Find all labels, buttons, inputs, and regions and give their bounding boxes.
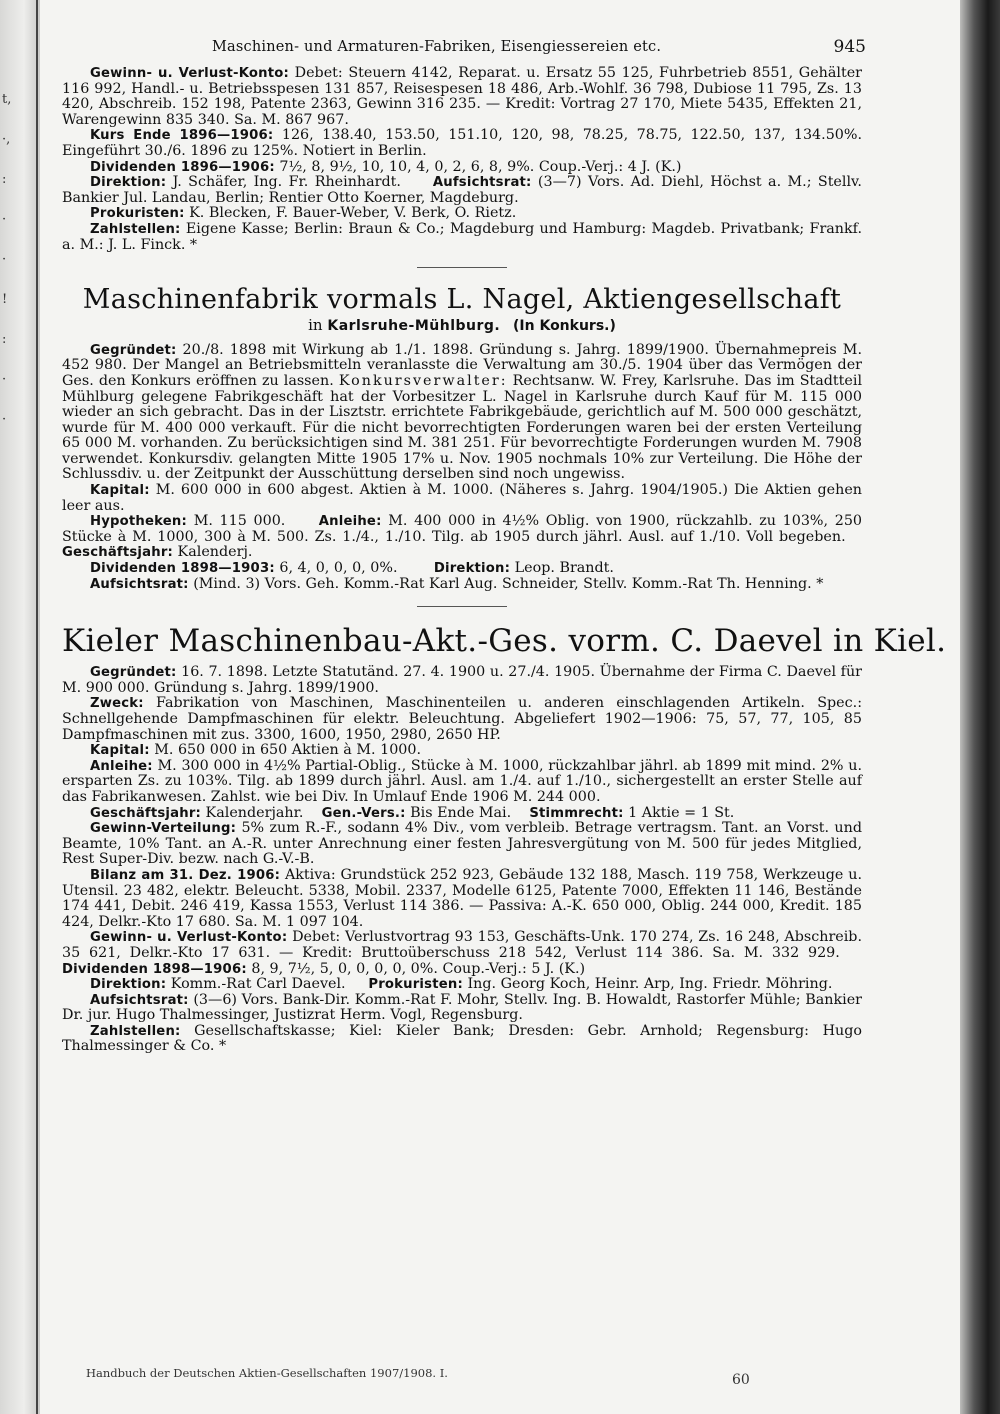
- entry-text: Rechtsanw. W. Frey, Karlsruhe. Das im Stadtteil Mühlburg gelegene Fabrikgeschäft hat der Vorbesitzer L. Nagel in Karlsruhe durch Kauf für M. 115 000 wieder an sich gebracht. Das in der Lisztstr. errichtete Fabrikgebäude, gerichtlich auf M. 500 000 geschätzt, wurde für M. 400 000 verkauft. Für die nicht bevorrechtigten Forderungen waren bei der ersten Verteilung 65 000 M. vorhanden. Zu berücksichtigen sind M. 381 251. Für bevorrechtigte Forderungen wurden M. 7908 verwendet. Konkursdiv. gelangten Mitte 1905 17% u. Nov. 1905 nochmals 10% zur Verteilung. Die Höhe der Schlussdiv. u. der Zeitpunkt der Ausschüttung derselben sind noch ungewiss.: [62, 372, 863, 483]
- entry-label: Gewinn- u. Verlust-Konto:: [90, 930, 288, 946]
- entry-label: Prokuristen:: [90, 206, 185, 222]
- entry-aufsichtsrat: [62, 993, 862, 1024]
- entry-label: Aufsichtsrat:: [90, 992, 189, 1008]
- entry-text: Komm.-Rat Carl Daevel.: [170, 976, 346, 993]
- entry-kapital: [62, 483, 862, 514]
- entry-gegruendet: [62, 343, 862, 483]
- entry-text: Eigene Kasse; Berlin: Braun & Co.; Magdeburg und Hamburg: Magdeb. Privatbank; Frankf. a. M.: J. L. Finck. *: [62, 220, 862, 253]
- entry-label: Zweck:: [90, 696, 144, 712]
- entry-text: 5% zum R.-F., sodann 4% Div., vom verbleib. Betrage vertragsm. Tant. an Vorst. und Beamte, 10% Tant. an A.-R. unter Anrechnung einer festen Jahresvergütung von M. 500 für jedes Mitglied, Rest Super-Div. bezw. nach G.-V.-B.: [62, 820, 863, 868]
- entry-zahlstellen: [62, 1024, 862, 1055]
- entry-text: Aktiva: Grundstück 252 923, Gebäude 132 188, Masch. 119 758, Werkzeuge u. Utensil. 23 482, elektr. Beleucht. 5338, Mobil. 2337, Modelle 6125, Patente 7000, Effekten 11 146, Bestände 174 441, Debit. 246 419, Kassa 1553, Verlust 114 386. — Passiva: A.-K. 650 000, Oblig. 244 000, Kredit. 185 424, Delkr.-Kto 17 680. Sa. M. 1 097 104.: [62, 866, 863, 930]
- entry-gewinn-verlust: [62, 930, 862, 977]
- entry-text: Debet: Verlustvortrag 93 153, Geschäfts-Unk. 170 274, Zs. 16 248, Abschreib. 35 621, Delkr.-Kto 17 631. — Kredit: Bruttoüberschuss 218 542, Verlust 114 386. Sa. M. 332 929.: [62, 929, 863, 961]
- entry-gewinn-verlust: [62, 66, 862, 128]
- entry-gegruendet: [62, 665, 862, 696]
- entry-text: 20./8. 1898 mit Wirkung ab 1./1. 1898. Gründung s. Jahrg. 1899/1900. Übernahmepreis M. 452 980. Der Mangel an Betriebsmitteln veranlasste die Verwaltung am 30./5. 1904 über das Vermögen der Ges. den Konkurs eröffnen zu lassen.: [62, 341, 862, 389]
- entry-anleihe: [62, 759, 862, 806]
- page-footer: [86, 1366, 766, 1388]
- margin-mark: ·,: [2, 132, 11, 147]
- document-page: [62, 30, 947, 1055]
- company-location: Karlsruhe-Mühlburg.: [327, 318, 501, 335]
- entry-text: (3—7) Vors. Ad. Diehl, Höchst a. M.; Stellv. Bankier Jul. Landau, Berlin; Rentier Otto Koerner, Magdeburg.: [62, 174, 862, 206]
- entry-zweck: [62, 696, 862, 743]
- section-previous-company: [62, 66, 862, 253]
- entry-label: Gewinn-Verteilung:: [90, 821, 237, 837]
- entry-dividenden: [62, 160, 862, 176]
- entry-label: Gegründet:: [90, 665, 177, 681]
- entry-bilanz: [62, 868, 862, 930]
- page-number: 945: [833, 37, 866, 57]
- running-head-title: Maschinen- und Armaturen-Fabriken, Eisengiessereien etc.: [212, 39, 662, 55]
- entry-hypotheken-anleihe: [62, 514, 862, 561]
- margin-mark: t,: [2, 92, 12, 107]
- entry-label: Direktion:: [90, 977, 167, 993]
- entry-text: Fabrikation von Maschinen, Maschinenteilen u. anderen einschlagenden Artikeln. Spec.: Schnellgehende Dampfmaschinen für elektr. Beleuchtung. Abgeliefert 1902—1906: 75, 57, 77, 105, 85 Dampfmaschinen mit zus. 3300, 1600, 1950, 2980, 2650 HP.: [62, 695, 863, 743]
- entry-label: Dividenden 1898—1903:: [90, 561, 275, 577]
- entry-prokuristen: [62, 206, 862, 222]
- entry-text: M. 600 000 in 600 abgest. Aktien à M. 1000. (Näheres s. Jahrg. 1904/1905.) Die Aktien gehen leer aus.: [62, 482, 862, 514]
- entry-text: Kalenderjahr.: [205, 804, 304, 821]
- entry-label: Kapital:: [90, 483, 150, 499]
- margin-mark: !: [2, 292, 8, 307]
- entry-label: Hypotheken:: [90, 514, 187, 530]
- margin-mark: ·: [2, 372, 7, 387]
- entry-label: Prokuristen:: [368, 977, 463, 993]
- entry-label: Aufsichtsrat:: [90, 576, 189, 592]
- entry-direktion-aufsichtsrat: [62, 175, 862, 206]
- entry-label: Kapital:: [90, 743, 150, 759]
- entry-text: 8, 9, 7½, 5, 0, 0, 0, 0, 0%. Coup.-Verj.: 5 J. (K.): [251, 960, 586, 977]
- entry-label: Gewinn- u. Verlust-Konto:: [90, 66, 289, 81]
- entry-text: Ing. Georg Koch, Heinr. Arp, Ing. Friedr. Möhring.: [467, 976, 833, 993]
- entry-geschaeftsjahr: [62, 806, 862, 822]
- entry-label: Anleihe:: [90, 758, 153, 774]
- entry-label: Aufsichtsrat:: [432, 175, 532, 191]
- entry-text: 16. 7. 1898. Letzte Statutänd. 27. 4. 1900 u. 27./4. 1905. Übernahme der Firma C. Daevel für M. 900 000. Gründung s. Jahrg. 1899/1900.: [62, 664, 862, 696]
- entry-dividenden-direktion: [62, 561, 862, 577]
- margin-mark: ·: [2, 412, 7, 427]
- section-divider: [417, 606, 507, 607]
- company-in: in: [308, 316, 323, 335]
- entry-label: Geschäftsjahr:: [90, 805, 201, 821]
- margin-mark: :: [2, 172, 7, 187]
- entry-label: Geschäftsjahr:: [62, 545, 173, 561]
- scan-right-edge: [960, 0, 1000, 1414]
- left-margin-rule: [36, 0, 38, 1414]
- section-nagel: [62, 284, 862, 592]
- footer-sheet-number: 60: [732, 1372, 750, 1388]
- margin-mark: ·: [2, 212, 7, 227]
- running-head: [62, 30, 866, 66]
- entry-text: K. Blecken, F. Bauer-Weber, V. Berk, O. Rietz.: [189, 205, 517, 222]
- entry-text: M. 300 000 in 4½% Partial-Oblig., Stücke à M. 1000, rückzahlbar jährl. ab 1899 mit mind. 2% u. ersparten Zs. zu 103%. Tilg. ab 1899 durch jährl. Ausl. am 1./4. auf 1./10., sichergestellt an erster Stelle auf das Fabrikanwesen. Zahlst. wie bei Div. In Umlauf Ende 1906 M. 244 000.: [62, 757, 862, 805]
- margin-marks: [2, 80, 16, 440]
- company-location-line: [62, 318, 862, 335]
- entry-text: 6, 4, 0, 0, 0, 0%.: [279, 560, 398, 577]
- company-title: Maschinenfabrik vormals L. Nagel, Aktiengesellschaft: [82, 284, 842, 316]
- entry-text: Kalenderj.: [177, 544, 253, 561]
- entry-aufsichtsrat: [62, 577, 862, 593]
- entry-gewinn-verteilung: [62, 821, 862, 868]
- entry-direktion-prokuristen: [62, 977, 862, 993]
- entry-label: Direktion:: [433, 561, 511, 577]
- entry-text: M. 115 000.: [193, 513, 286, 530]
- entry-text: (Mind. 3) Vors. Geh. Komm.-Rat Karl Aug. Schneider, Stellv. Komm.-Rat Th. Henning. *: [193, 575, 824, 592]
- entry-label: Zahlstellen:: [90, 1023, 181, 1039]
- entry-label: Zahlstellen:: [90, 221, 181, 237]
- section-daevel: [62, 623, 947, 1055]
- entry-label: Dividenden 1896—1906:: [90, 159, 275, 175]
- entry-label: Gegründet:: [90, 342, 177, 358]
- margin-mark: ·: [2, 252, 7, 267]
- entry-text: Debet: Steuern 4142, Reparat. u. Ersatz 55 125, Fuhrbetrieb 8551, Gehälter 116 992, Handl.- u. Betriebsspesen 131 857, Reisespesen 18 486, Arb.-Wohlf. 36 798, Dubiose 11 795, Zs. 13 420, Abschreib. 152 198, Patente 2363, Gewinn 316 235. — Kredit: Vortrag 27 170, Miete 5435, Effekten 21, Warengewinn 835 340. Sa. M. 867 967.: [62, 65, 863, 128]
- entry-kapital: [62, 743, 862, 759]
- entry-spaced-label: Konkursverwalter:: [338, 372, 508, 389]
- footer-text: Handbuch der Deutschen Aktien-Gesellschaften 1907/1908. I.: [86, 1366, 448, 1380]
- entry-label: Anleihe:: [318, 514, 382, 530]
- entry-text: (3—6) Vors. Bank-Dir. Komm.-Rat F. Mohr, Stellv. Ing. B. Howaldt, Rastorfer Mühle; Bankier Dr. jur. Hugo Thalmessinger, Justizrat Herm. Vogl, Regensburg.: [62, 991, 862, 1024]
- entry-text: 7½, 8, 9½, 10, 10, 4, 0, 2, 6, 8, 9%. Coup.-Verj.: 4 J. (K.): [279, 158, 682, 175]
- entry-text: Bis Ende Mai.: [410, 804, 512, 821]
- entry-text: Leop. Brandt.: [514, 560, 614, 577]
- entry-text: Gesellschaftskasse; Kiel: Kieler Bank; Dresden: Gebr. Arnhold; Regensburg: Hugo Thalmessinger & Co. *: [62, 1022, 863, 1055]
- entry-text: J. Schäfer, Ing. Fr. Rheinhardt.: [172, 174, 401, 191]
- entry-label: Dividenden 1898—1906:: [62, 961, 247, 977]
- company-title: Kieler Maschinenbau-Akt.-Ges. vorm. C. Daevel in Kiel.: [62, 623, 947, 660]
- entry-kurs: [62, 128, 862, 159]
- entry-text: M. 650 000 in 650 Aktien à M. 1000.: [154, 742, 422, 759]
- entry-label: Kurs Ende 1896—1906:: [90, 128, 274, 144]
- entry-label: Bilanz am 31. Dez. 1906:: [90, 867, 281, 883]
- entry-label: Direktion:: [90, 175, 167, 191]
- entry-label: Stimmrecht:: [529, 805, 624, 821]
- entry-text: 126, 138.40, 153.50, 151.10, 120, 98, 78.25, 78.75, 122.50, 137, 134.50%. Eingeführt 30./6. 1896 zu 125%. Notiert in Berlin.: [62, 127, 863, 159]
- company-status: (In Konkurs.): [513, 318, 616, 335]
- margin-mark: :: [2, 332, 7, 347]
- entry-text: 1 Aktie = 1 St.: [628, 804, 735, 821]
- entry-label: Gen.-Vers.:: [321, 805, 406, 821]
- entry-zahlstellen: [62, 222, 862, 253]
- entry-text: M. 400 000 in 4½% Oblig. von 1900, rückzahlb. zu 103%, 250 Stücke à M. 1000, 300 à M. 500. Zs. 1./4., 1./10. Tilg. ab 1905 durch jährl. Ausl. auf 1./10. Voll begeben.: [62, 513, 863, 545]
- section-divider: [417, 267, 507, 268]
